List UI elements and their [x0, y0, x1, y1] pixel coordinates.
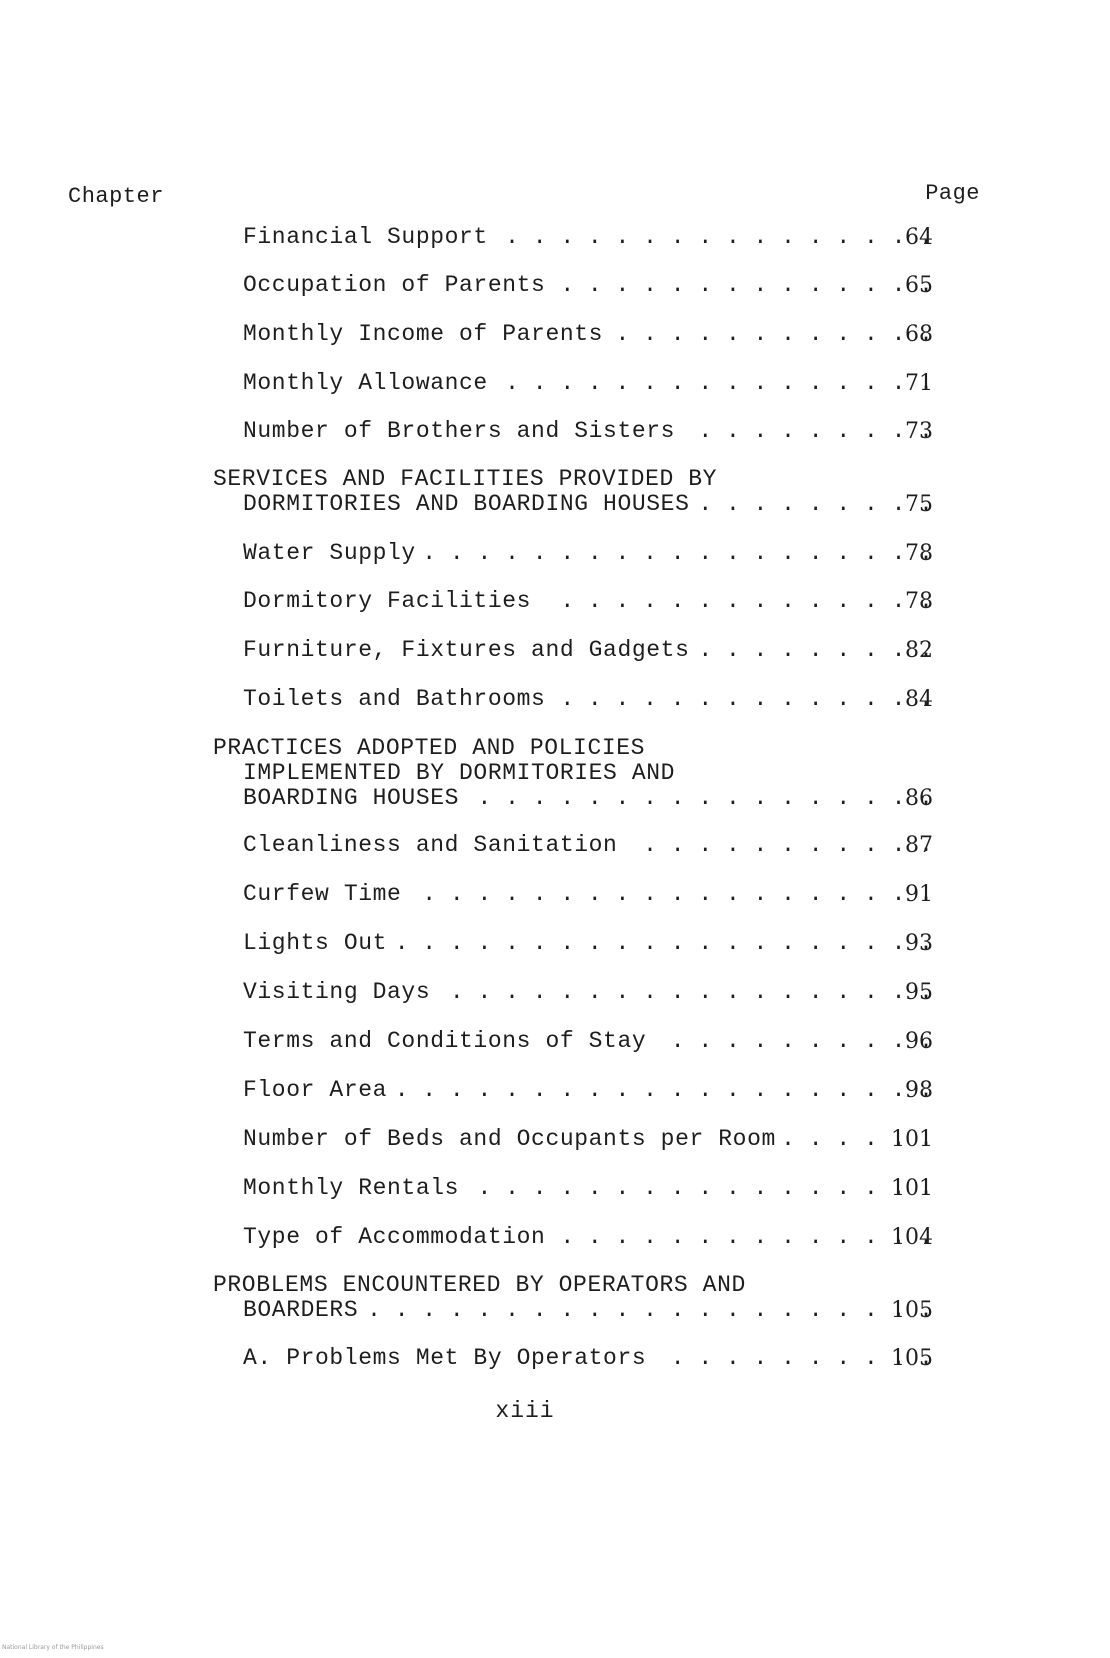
toc-entry: [243, 1225, 933, 1250]
toc-entry-title: BOARDERS: [243, 1297, 359, 1323]
toc-entry-title: Financial Support: [243, 224, 488, 250]
toc-entry-page: 78: [905, 541, 933, 566]
toc-entry: [243, 1078, 933, 1103]
toc-entry-title: Monthly Income of Parents: [243, 321, 604, 347]
toc-entry: [243, 322, 933, 347]
toc-entry-page: 82: [905, 638, 933, 663]
page-number: xiii: [495, 1398, 555, 1424]
toc-entry: [243, 589, 933, 614]
toc-heading-line: PROBLEMS ENCOUNTERED BY OPERATORS AND: [213, 1273, 746, 1298]
toc-heading-line: IMPLEMENTED BY DORMITORIES AND: [243, 761, 676, 786]
toc-entry-page: 87: [905, 833, 933, 858]
toc-entry-title: Monthly Allowance: [243, 370, 488, 396]
toc-entry-page: 98: [905, 1078, 933, 1103]
toc-entry-page: 68: [905, 322, 933, 347]
toc-entry-title: Dormitory Facilities: [243, 588, 532, 614]
toc-entry-page: 93: [905, 931, 933, 956]
leader-dots: [440, 980, 933, 1005]
toc-entry-title: Terms and Conditions of Stay: [243, 1028, 647, 1054]
toc-entry-title: BOARDING HOUSES: [243, 785, 460, 811]
archive-stamp: National Library of the Philippines: [2, 1644, 104, 1651]
toc-entry-page: 65: [905, 273, 933, 298]
toc-entry-page: 73: [905, 419, 933, 444]
toc-entry-page: 105: [891, 1298, 933, 1323]
toc-entry: [243, 638, 933, 663]
toc-entry: [243, 1176, 933, 1201]
toc-entry: [243, 931, 933, 956]
toc-entry: [243, 273, 933, 298]
toc-entry-title: A. Problems Met By Operators: [243, 1345, 647, 1371]
toc-entry-page: 91: [905, 882, 933, 907]
toc-entry-page: 75: [905, 492, 933, 517]
toc-entry-page: 78: [905, 589, 933, 614]
toc-entry-title: Toilets and Bathrooms: [243, 686, 546, 712]
leader-dots: [397, 931, 933, 956]
toc-entry: [243, 225, 933, 250]
toc-entry-page: 64: [905, 225, 933, 250]
leader-dots: [426, 541, 933, 566]
toc-entry-title: Occupation of Parents: [243, 272, 546, 298]
toc-entry: [243, 882, 933, 907]
toc-entry: [243, 1346, 933, 1371]
toc-entry-title: Floor Area: [243, 1077, 388, 1103]
toc-entry-title: Cleanliness and Sanitation: [243, 832, 618, 858]
toc-entry-title: Curfew Time: [243, 881, 402, 907]
toc-entry-page: 101: [891, 1176, 933, 1201]
toc-entry-title: DORMITORIES AND BOARDING HOUSES: [243, 491, 690, 517]
toc-entry-title: Number of Brothers and Sisters: [243, 418, 676, 444]
toc-entry: [243, 1127, 933, 1152]
toc-entry-page: 104: [891, 1225, 933, 1250]
toc-entry-page: 96: [905, 1029, 933, 1054]
toc-section-heading: [213, 1273, 933, 1323]
toc-entry: [243, 687, 933, 712]
toc-entry: [243, 833, 933, 858]
toc-entry-page: 95: [905, 980, 933, 1005]
toc-entry: [243, 371, 933, 396]
toc-entry-page: 105: [891, 1346, 933, 1371]
toc-entry-page: 71: [905, 371, 933, 396]
toc-entry-title: Type of Accommodation: [243, 1224, 546, 1250]
toc-entry: [243, 980, 933, 1005]
toc-entry: [243, 419, 933, 444]
toc-entry-title: Monthly Rentals: [243, 1175, 460, 1201]
page-column-header: Page: [925, 181, 980, 206]
toc-section-heading: [213, 736, 933, 811]
toc-entry-title: Furniture, Fixtures and Gadgets: [243, 637, 690, 663]
toc-entry-page: 101: [891, 1127, 933, 1152]
toc-section-heading: [213, 467, 933, 517]
leader-dots: [411, 882, 933, 907]
toc-heading-line: PRACTICES ADOPTED AND POLICIES: [213, 736, 646, 761]
toc-entry-title: Lights Out: [243, 930, 388, 956]
toc-entry-title: Visiting Days: [243, 979, 431, 1005]
leader-dots: [397, 1078, 933, 1103]
toc-entry: [243, 1029, 933, 1054]
leader-dots: [368, 1298, 933, 1323]
toc-entry-page: 86: [905, 786, 933, 811]
toc-entry-title: Water Supply: [243, 540, 416, 566]
toc-entry-title: Number of Beds and Occupants per Room: [243, 1126, 776, 1152]
toc-entry: [243, 541, 933, 566]
chapter-column-header: Chapter: [68, 184, 164, 209]
toc-entry-page: 84: [905, 687, 933, 712]
toc-heading-line: SERVICES AND FACILITIES PROVIDED BY: [213, 467, 718, 492]
